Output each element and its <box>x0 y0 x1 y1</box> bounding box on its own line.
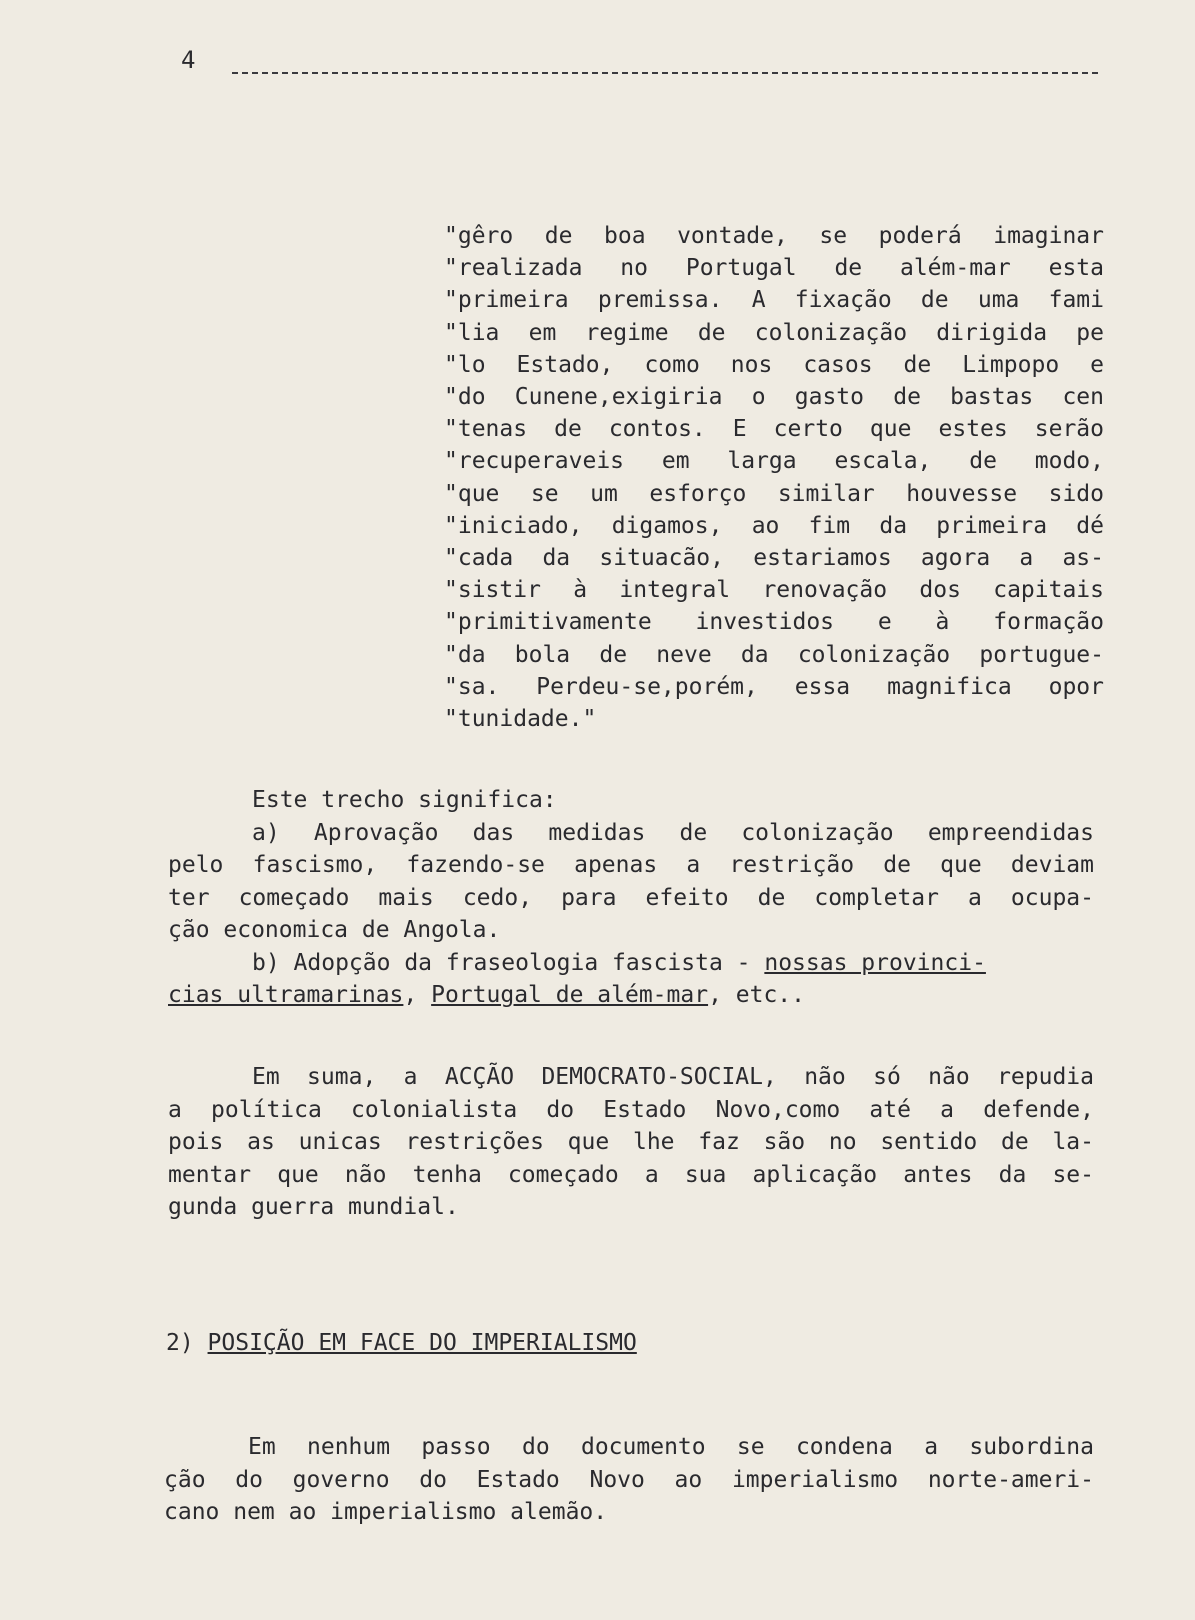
quote-line: "cada da situacão, estariamos agora a as- <box>444 545 1104 572</box>
section-paragraph <box>164 1431 1094 1529</box>
point-a <box>168 817 1094 947</box>
point-b-text: b) Adopção da fraseologia fascista - <box>252 949 765 976</box>
point-a-line: ter começado mais cedo, para efeito de completar a ocupa- <box>168 884 1094 911</box>
underlined-phrase: cias ultramarinas <box>168 982 404 1008</box>
quote-line: "iniciado, digamos, ao fim da primeira dé <box>444 512 1104 539</box>
point-a-line: a) Aprovação das medidas de colonização empreendidas <box>252 819 1094 846</box>
page-number: 4 <box>181 46 196 74</box>
section-line: ção do governo do Estado Novo ao imperialismo norte-ameri- <box>164 1466 1094 1493</box>
section-number: 2) <box>166 1330 208 1356</box>
summary-line: mentar que não tenha começado a sua aplicação antes da se- <box>168 1161 1094 1188</box>
point-b-line <box>168 979 1094 1012</box>
underlined-phrase: Portugal de além-mar <box>431 982 709 1008</box>
header-rule <box>232 72 1098 74</box>
quote-line: "recuperaveis em larga escala, de modo, <box>444 448 1104 475</box>
point-b <box>168 947 1094 1012</box>
summary-line: a política colonialista do Estado Novo,como até a defende, <box>168 1096 1094 1123</box>
summary-line: gunda guerra mundial. <box>168 1194 459 1220</box>
quote-line: "lia em regime de colonização dirigida pe <box>444 319 1104 346</box>
section-title: POSIÇÃO EM FACE DO IMPERIALISMO <box>207 1330 637 1356</box>
quote-line: "tenas de contos. E certo que estes serão <box>444 416 1104 443</box>
quote-line: "sa. Perdeu-se,porém, essa magnifica opor <box>444 673 1104 700</box>
point-a-line: pelo fascismo, fazendo-se apenas a restrição de que deviam <box>168 852 1094 878</box>
summary-line: Em suma, a ACÇÃO DEMOCRATO-SOCIAL, não só não repudia <box>252 1064 1094 1090</box>
quote-line: "que se um esforço similar houvesse sido <box>444 480 1104 507</box>
quote-line: "tunidade." <box>444 706 597 733</box>
quote-line: "do Cunene,exigiria o gasto de bastas cen <box>444 384 1104 411</box>
quote-line: "primitivamente investidos e à formação <box>444 609 1104 636</box>
section-line: cano nem ao imperialismo alemão. <box>164 1499 608 1525</box>
quote-line: "lo Estado, como nos casos de Limpopo e <box>444 351 1104 378</box>
summary-line: pois as unicas restrições que lhe faz são no sentido de la- <box>168 1129 1094 1155</box>
quote-line: "primeira premissa. A fixação de uma fami <box>444 287 1104 314</box>
section-heading <box>166 1330 637 1356</box>
section-line: Em nenhum passo do documento se condena a subordina <box>248 1434 1094 1460</box>
quote-line: "sistir à integral renovação dos capitais <box>444 577 1104 604</box>
analysis-section <box>168 784 1094 1012</box>
quote-line: "da bola de neve da colonização portugue- <box>444 641 1104 668</box>
summary-paragraph <box>168 1061 1094 1224</box>
point-a-line: ção economica de Angola. <box>168 917 501 943</box>
analysis-intro: Este trecho significa: <box>252 787 557 813</box>
point-b-text: , etc.. <box>708 982 805 1008</box>
point-b-text: , <box>403 982 432 1008</box>
point-b-line <box>168 947 1094 980</box>
quote-line: "gêro de boa vontade, se poderá imaginar <box>444 223 1104 249</box>
underlined-phrase: nossas provinci- <box>764 949 986 976</box>
quote-block <box>444 220 1104 735</box>
quote-line: "realizada no Portugal de além-mar esta <box>444 255 1104 282</box>
